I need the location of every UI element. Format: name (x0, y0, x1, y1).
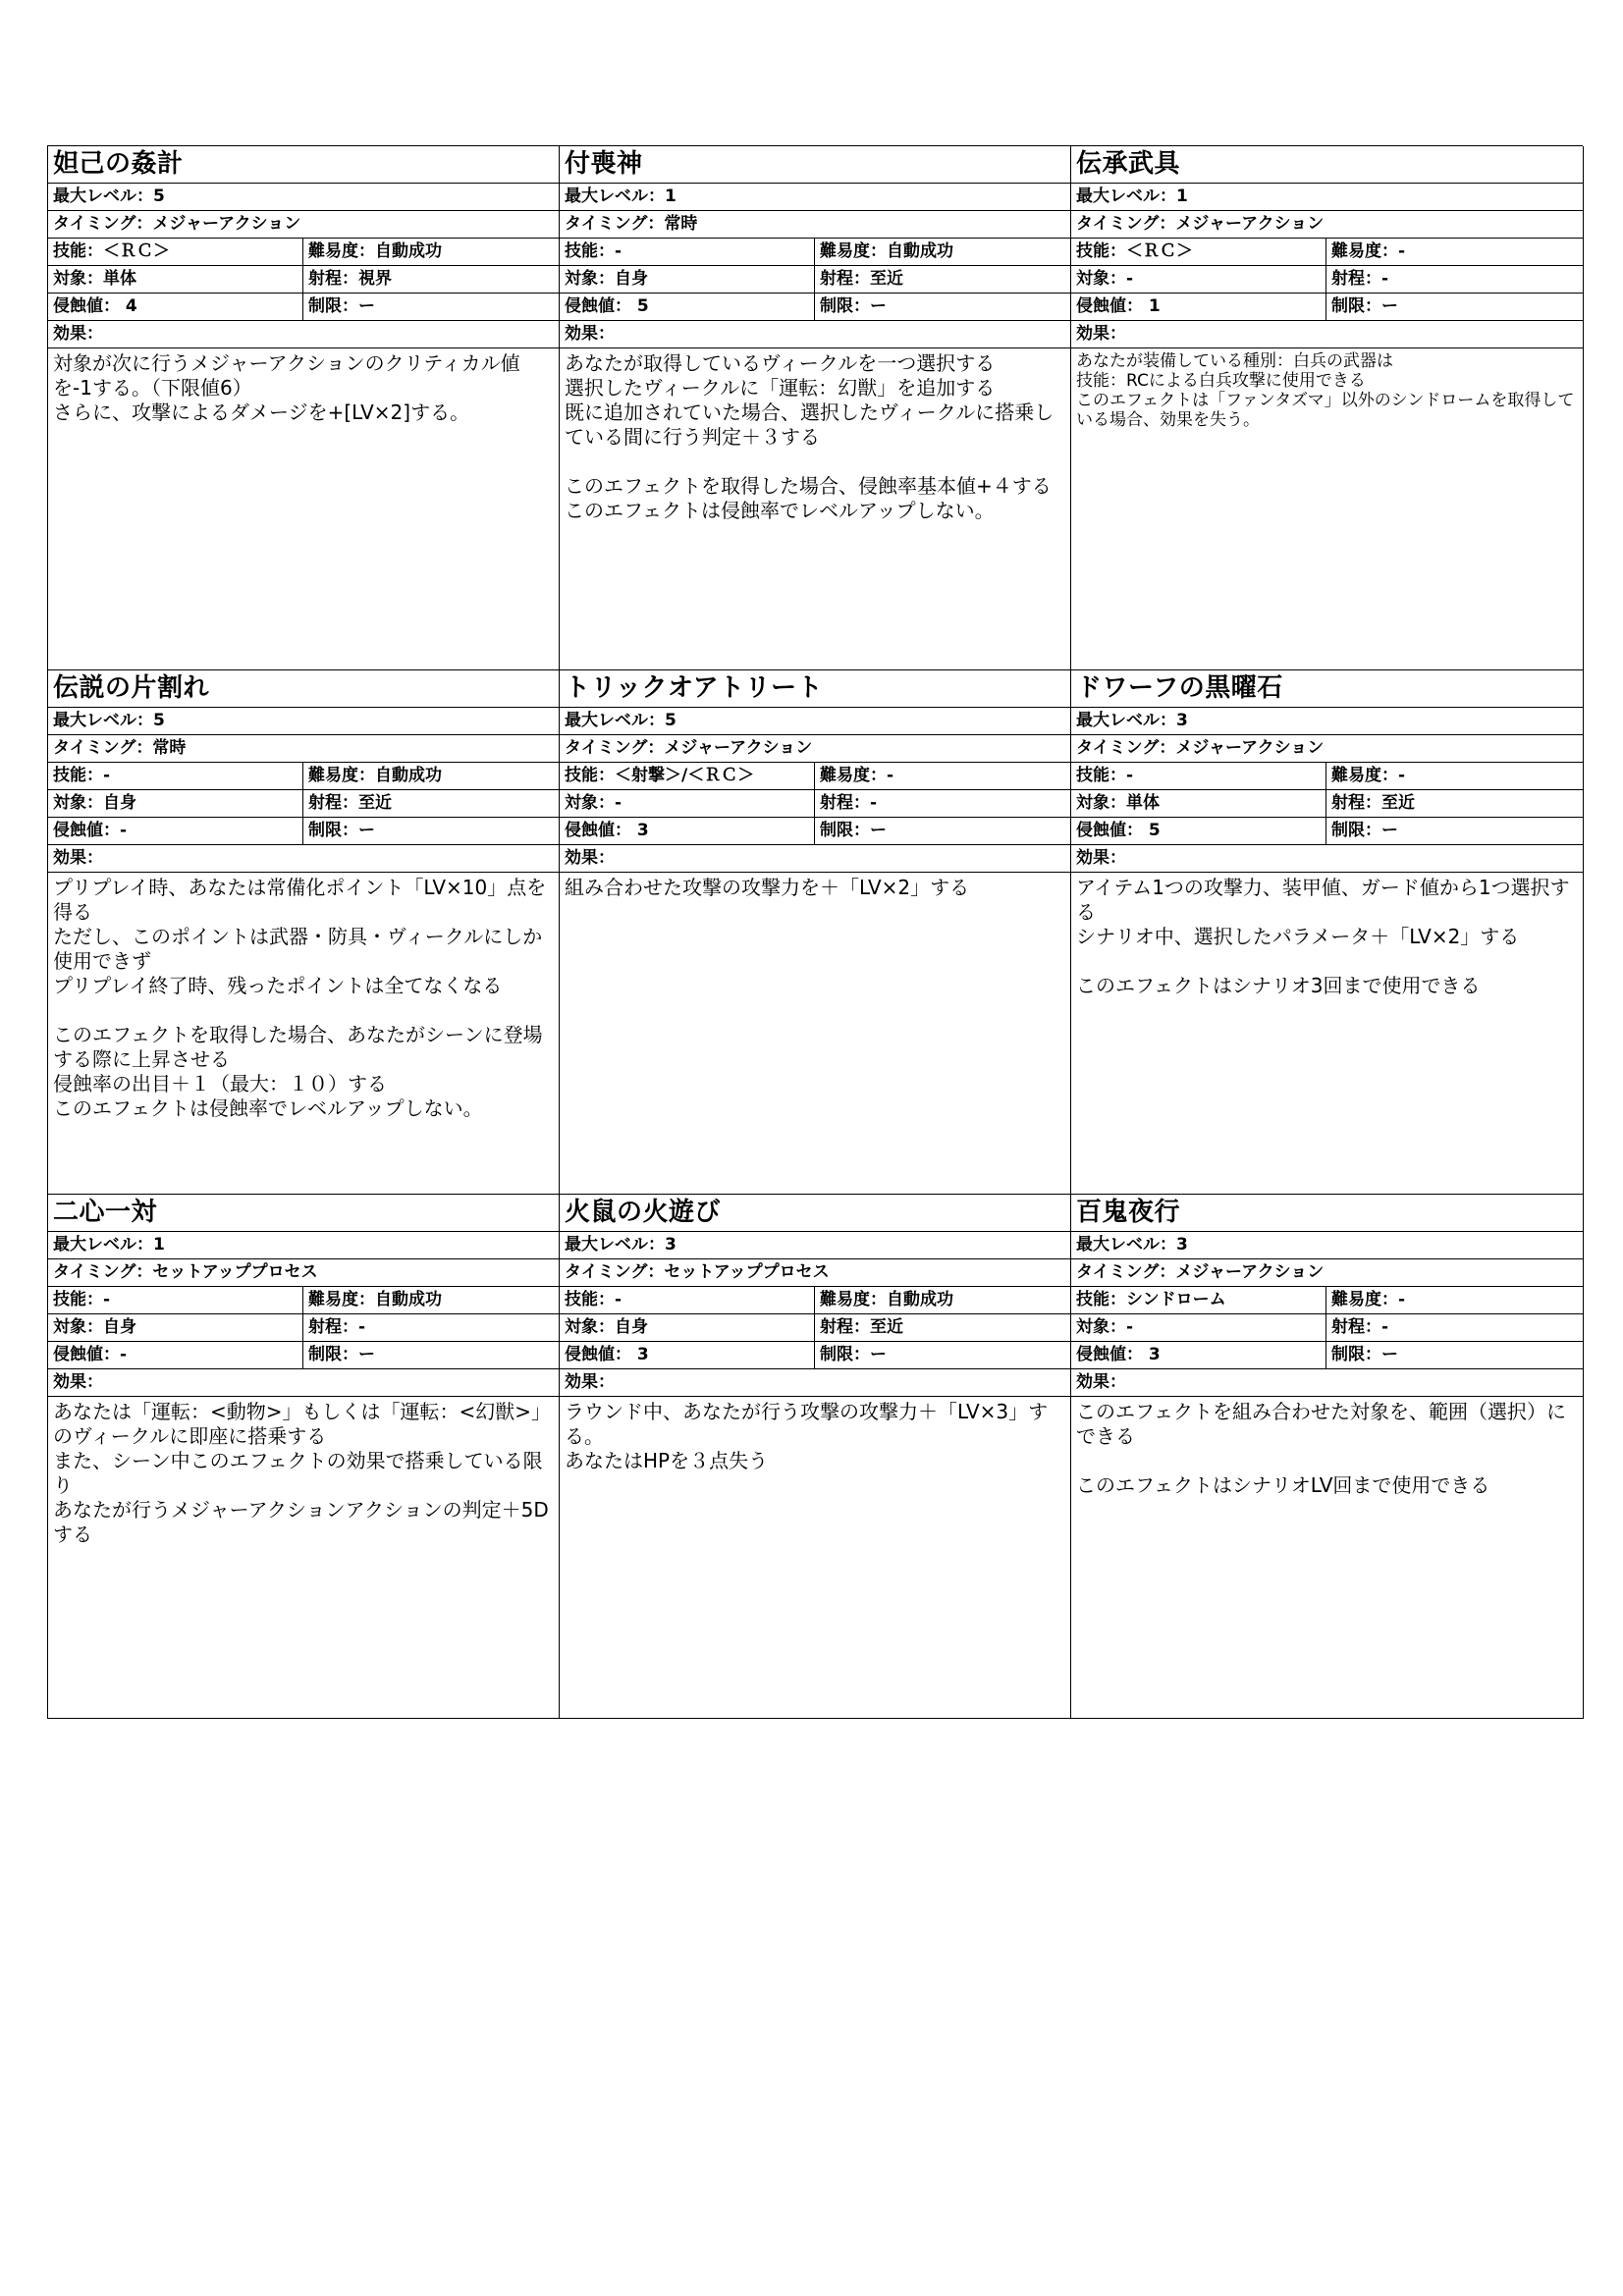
timing: タイミング：常時 (48, 735, 559, 763)
skill-difficulty-row (48, 239, 559, 266)
erosion: 侵蝕値： 3 (560, 1342, 815, 1368)
effect-text: あなたは「運転：<動物>」もしくは「運転：<幻獣>」のヴィークルに即座に搭乗する また、シーン中このエフェクトの効果で搭乗している限り あなたが行うメジャーアクションアクションの判定＋5Dする (53, 1400, 552, 1546)
limit: 制限：ー (308, 1345, 375, 1364)
effect-name: 伝説の片割れ (48, 670, 559, 708)
skill-difficulty-row (48, 763, 559, 790)
effect-text: アイテム1つの攻撃力、装甲値、ガード値から1つ選択する シナリオ中、選択したパラメータ＋「LV×2」する このエフェクトはシナリオ3回まで使用できる (1076, 876, 1570, 997)
target: 対象：- (560, 790, 815, 817)
erosion: 侵蝕値： 5 (1071, 818, 1326, 844)
erosion: 侵蝕値：- (48, 818, 303, 844)
skill: 技能：＜射撃＞/＜ＲＣ＞ (560, 763, 815, 789)
erosion: 侵蝕値： 3 (560, 818, 815, 844)
effect-card (48, 146, 560, 670)
target: 対象：自身 (48, 790, 303, 817)
skill: 技能：＜ＲＣ＞ (1071, 239, 1326, 265)
effect-text: あなたが装備している種別：白兵の武器は 技能：RCによる白兵攻撃に使用できる このエフェクトは「ファンタズマ」以外のシンドロームを取得している場合、効果を失う。 (1076, 351, 1575, 430)
effect-label: 効果： (48, 321, 559, 348)
erosion-limit-row (1071, 818, 1583, 845)
effect-label: 効果： (560, 845, 1070, 873)
skill: 技能：- (48, 1287, 303, 1313)
max-level: 最大レベル：3 (560, 1232, 1070, 1259)
limit: 制限：ー (820, 296, 887, 316)
limit: 制限：ー (1331, 296, 1398, 316)
effect-label: 効果： (1071, 845, 1583, 873)
erosion: 侵蝕値： 1 (1071, 294, 1326, 320)
skill-difficulty-row (48, 1287, 559, 1314)
timing: タイミング：メジャーアクション (1071, 211, 1583, 239)
limit: 制限：ー (820, 821, 887, 840)
target-range-row (48, 266, 559, 294)
range: 射程：至近 (820, 269, 903, 289)
effect-name: 百鬼夜行 (1071, 1195, 1583, 1232)
difficulty: 難易度：- (1331, 241, 1406, 261)
target-range-row (1071, 266, 1583, 294)
erosion-limit-row (560, 1342, 1070, 1369)
difficulty: 難易度：自動成功 (820, 241, 953, 261)
skill: 技能：- (1071, 763, 1326, 789)
effect-card (48, 1195, 560, 1719)
max-level: 最大レベル：1 (48, 1232, 559, 1259)
timing: タイミング：メジャーアクション (1071, 735, 1583, 763)
target: 対象：自身 (560, 1314, 815, 1341)
effect-label: 効果： (48, 845, 559, 873)
difficulty: 難易度：自動成功 (820, 1290, 953, 1309)
effect-card (1071, 1195, 1584, 1719)
max-level: 最大レベル：5 (48, 708, 559, 735)
erosion-limit-row (1071, 1342, 1583, 1369)
timing: タイミング：常時 (560, 211, 1070, 239)
timing: タイミング：セットアッププロセス (560, 1259, 1070, 1287)
max-level: 最大レベル：5 (560, 708, 1070, 735)
range: 射程：- (1331, 269, 1389, 289)
erosion: 侵蝕値： 5 (560, 294, 815, 320)
skill-difficulty-row (560, 763, 1070, 790)
timing: タイミング：メジャーアクション (48, 211, 559, 239)
target-range-row (560, 266, 1070, 294)
effect-name: 妲己の姦計 (48, 146, 559, 184)
skill-difficulty-row (1071, 763, 1583, 790)
effect-card (1071, 670, 1584, 1195)
difficulty: 難易度：自動成功 (308, 766, 442, 785)
timing: タイミング：セットアッププロセス (48, 1259, 559, 1287)
range: 射程：至近 (820, 1317, 903, 1337)
erosion-limit-row (48, 294, 559, 321)
target: 対象：- (1071, 266, 1326, 293)
range: 射程：- (1331, 1317, 1389, 1337)
effect-name: 付喪神 (560, 146, 1070, 184)
limit: 制限：ー (1331, 1345, 1398, 1364)
max-level: 最大レベル：5 (48, 184, 559, 211)
target-range-row (1071, 790, 1583, 818)
effect-card-sheet (47, 145, 1583, 1719)
effect-card (48, 670, 560, 1195)
max-level: 最大レベル：1 (560, 184, 1070, 211)
max-level: 最大レベル：1 (1071, 184, 1583, 211)
effect-text: プリプレイ時、あなたは常備化ポイント「LV×10」点を得る ただし、このポイントは武器・防具・ヴィークルにしか使用できず プリプレイ終了時、残ったポイントは全てなくなる このエフェクトを取得した場合、あなたがシーンに登場する際に上昇させる 侵蝕率の出目＋１（最大：１０）する このエフェクトは侵蝕率でレベルアップしない。 (53, 876, 547, 1120)
target: 対象：自身 (560, 266, 815, 293)
erosion: 侵蝕値： 3 (1071, 1342, 1326, 1368)
limit: 制限：ー (1331, 821, 1398, 840)
range: 射程：- (308, 1317, 366, 1337)
effect-name: 二心一対 (48, 1195, 559, 1232)
effect-label: 効果： (560, 321, 1070, 348)
effect-text: ラウンド中、あなたが行う攻撃の攻撃力＋「LV×3」する。 あなたはHPを３点失う (565, 1400, 1049, 1472)
target-range-row (1071, 1314, 1583, 1342)
skill-difficulty-row (560, 239, 1070, 266)
skill: 技能：- (48, 763, 303, 789)
target-range-row (560, 1314, 1070, 1342)
effect-text: 対象が次に行うメジャーアクションのクリティカル値を-1する。（下限値6） さらに、攻撃によるダメージを+[LV×2]する。 (53, 351, 520, 424)
effect-name: トリックオアトリート (560, 670, 1070, 708)
effect-label: 効果： (1071, 1369, 1583, 1397)
difficulty: 難易度：自動成功 (308, 1290, 442, 1309)
limit: 制限：ー (308, 821, 375, 840)
target: 対象：- (1071, 1314, 1326, 1341)
erosion: 侵蝕値：- (48, 1342, 303, 1368)
effect-label: 効果： (560, 1369, 1070, 1397)
effect-name: 火鼠の火遊び (560, 1195, 1070, 1232)
erosion-limit-row (560, 818, 1070, 845)
erosion-limit-row (48, 818, 559, 845)
effect-label: 効果： (48, 1369, 559, 1397)
range: 射程：至近 (1331, 793, 1415, 813)
difficulty: 難易度：- (820, 766, 894, 785)
effect-card (560, 670, 1071, 1195)
effect-name: ドワーフの黒曜石 (1071, 670, 1583, 708)
skill: 技能：＜ＲＣ＞ (48, 239, 303, 265)
max-level: 最大レベル：3 (1071, 708, 1583, 735)
effect-text: 組み合わせた攻撃の攻撃力を＋「LV×2」する (565, 876, 970, 899)
difficulty: 難易度：- (1331, 766, 1406, 785)
effect-card (560, 1195, 1071, 1719)
target: 対象：単体 (48, 266, 303, 293)
difficulty: 難易度：- (1331, 1290, 1406, 1309)
skill-difficulty-row (1071, 1287, 1583, 1314)
erosion: 侵蝕値： 4 (48, 294, 303, 320)
erosion-limit-row (48, 1342, 559, 1369)
range: 射程：至近 (308, 793, 392, 813)
target-range-row (48, 1314, 559, 1342)
difficulty: 難易度：自動成功 (308, 241, 442, 261)
target-range-row (560, 790, 1070, 818)
erosion-limit-row (560, 294, 1070, 321)
skill: 技能：シンドローム (1071, 1287, 1326, 1313)
effect-text: あなたが取得しているヴィークルを一つ選択する 選択したヴィークルに「運転：幻獣」を追加する 既に追加されていた場合、選択したヴィークルに搭乗している間に行う判定＋３する このエフェクトを取得した場合、侵蝕率基本値+４する このエフェクトは侵蝕率でレベルアップしない。 (565, 351, 1055, 522)
effect-card (1071, 146, 1584, 670)
target: 対象：単体 (1071, 790, 1326, 817)
timing: タイミング：メジャーアクション (560, 735, 1070, 763)
skill: 技能：- (560, 1287, 815, 1313)
effect-name: 伝承武具 (1071, 146, 1583, 184)
limit: 制限：ー (308, 296, 375, 316)
timing: タイミング：メジャーアクション (1071, 1259, 1583, 1287)
erosion-limit-row (1071, 294, 1583, 321)
skill: 技能：- (560, 239, 815, 265)
skill-difficulty-row (560, 1287, 1070, 1314)
target: 対象：自身 (48, 1314, 303, 1341)
range: 射程：- (820, 793, 878, 813)
effect-label: 効果： (1071, 321, 1583, 348)
limit: 制限：ー (820, 1345, 887, 1364)
max-level: 最大レベル：3 (1071, 1232, 1583, 1259)
effect-card (560, 146, 1071, 670)
range: 射程：視界 (308, 269, 392, 289)
target-range-row (48, 790, 559, 818)
effect-text: このエフェクトを組み合わせた対象を、範囲（選択）にできる このエフェクトはシナリオLV回まで使用できる (1076, 1400, 1566, 1497)
skill-difficulty-row (1071, 239, 1583, 266)
